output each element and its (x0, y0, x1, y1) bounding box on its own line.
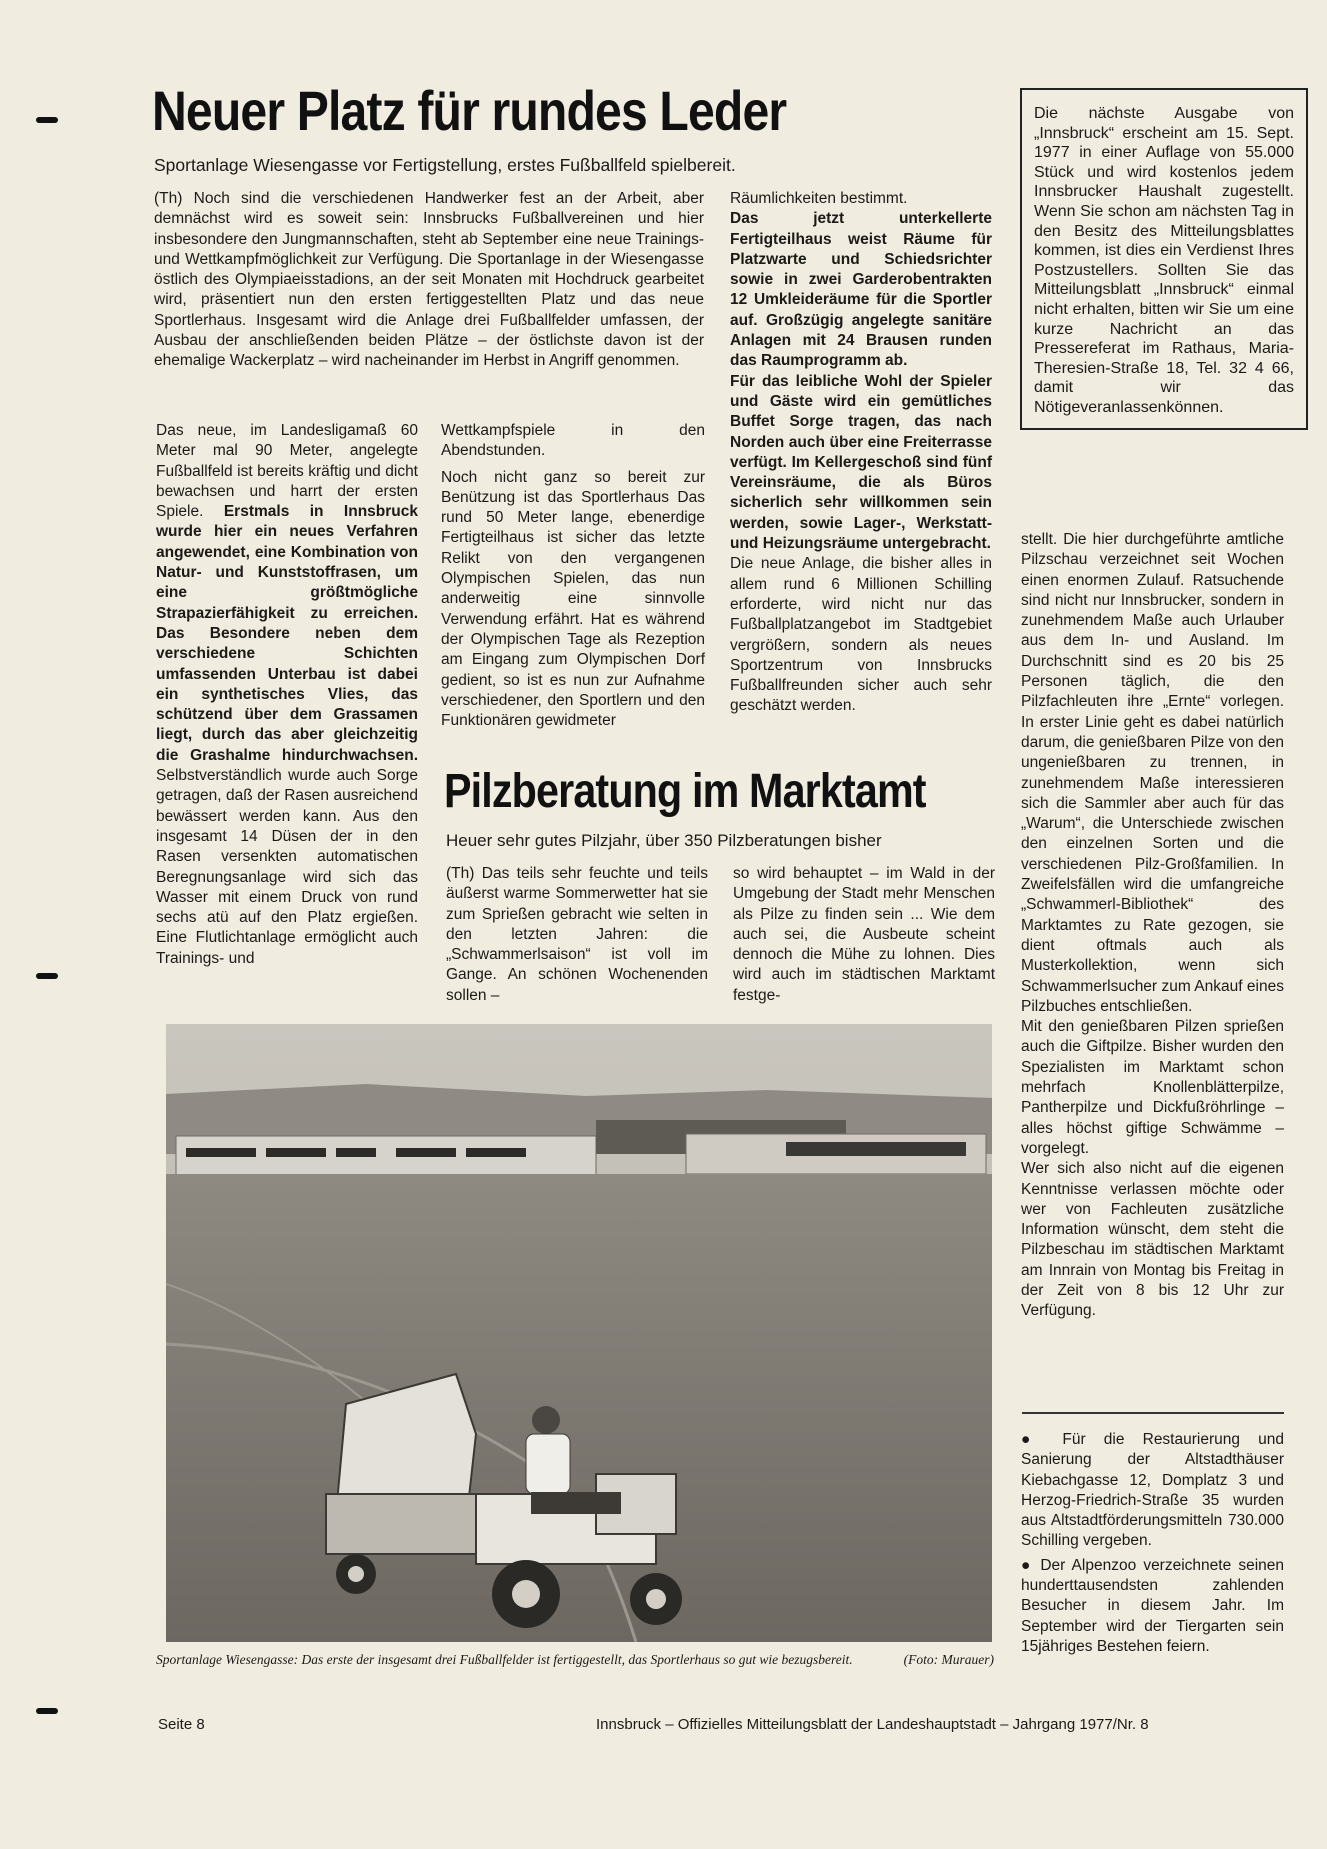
page-number: Seite 8 (158, 1716, 205, 1733)
brief-text: Der Alpenzoo verzeichnete seinen hunderttausendsten zahlenden Besucher in diesem Jahr. Im September wird der Tiergarten sein 15jähriges Bestehen feiern. (1021, 1556, 1285, 1655)
publication-line: Innsbruck – Offizielles Mitteilungsblatt der Landeshauptstadt – Jahrgang 1977/Nr. 8 (596, 1716, 1149, 1733)
article-headline: Neuer Platz für rundes Leder (152, 79, 787, 142)
brief-item: ● Der Alpenzoo verzeichnete seinen hunderttausendsten zahlenden Besucher in diesem Jahr. Im September wird der Tiergarten sein 15jähriges Bestehen feiern. (1021, 1556, 1285, 1655)
article-column-2 (441, 421, 705, 737)
paragraph-bold: Erstmals in Innsbruck wurde hier ein neues Verfahren angewendet, eine Kombination von Natur- und Kunststoffrasen, um eine größtmögliche Strapazierfähigkeit zu erreichen. Das Besondere neben dem verschiedene Schichten umfassenden Unterbau ist dabei ein synthetisches Vlies, das schützend über dem Grassamen liegt, durch das aber gleichzeitig die Grashalme hindurchwachsen. (156, 503, 418, 764)
caption-text: Sportanlage Wiesengasse: Das erste der insgesamt drei Fußballfelder ist fertiggestellt, das Sportlerhaus so gut wie bezugsbereit. (156, 1652, 853, 1667)
paragraph-bold: Das jetzt unterkellerte Fertigteilhaus weist Räume für Platzwarte und Schiedsrichter sowie in zwei Garderobentrakten 12 Umkleideräume für die Sportler auf. Großzügig angelegte sanitäre Anlagen mit 24 Brausen runden das Raumprogramm ab. (730, 210, 992, 370)
article-column (446, 864, 708, 1012)
photo-caption (156, 1652, 994, 1668)
divider (1022, 1412, 1284, 1414)
article-column-1 (156, 421, 418, 975)
margin-mark (36, 117, 58, 123)
brief-text: Für die Restaurierung und Sanierung der Altstadthäuser Kiebachgasse 12, Domplatz 3 und Herzog-Friedrich-Straße 35 wurden aus Altstadtförderungsmitteln 730.000 Schilling vergeben. (1021, 1431, 1284, 1550)
brief-item: ● Für die Restaurierung und Sanierung der Altstadthäuser Kiebachgasse 12, Domplatz 3 und Herzog-Friedrich-Straße 35 wurden aus Altstadtförderungsmitteln 730.000 Schilling vergeben. (1021, 1431, 1284, 1550)
margin-mark (36, 973, 58, 979)
paragraph: (Th) Das teils sehr feuchte und teils äußerst warme Sommerwetter hat sie zum Sprießen gebracht wie selten in den letzten Jahren: die „Schwammerlsaison“ ist voll im Gange. An schönen Wochenenden sollen – (446, 865, 708, 1004)
article-subtitle: Sportanlage Wiesengasse vor Fertigstellung, erstes Fußballfeld spielbereit. (154, 155, 736, 175)
article-column (733, 864, 995, 1012)
paragraph: Wer sich also nicht auf die eigenen Kenntnisse verlassen möchte oder wer von Fachleuten zusätzliche Information wünscht, dem steht die Pilzbeschau im städtischen Marktamt am Innrain von Montag bis Freitag in der Zeit von 8 bis 12 Uhr zur Verfügung. (1021, 1160, 1284, 1320)
paragraph: Selbstverständlich wurde auch Sorge getragen, daß der Rasen ausreichend bewässert werden kann. Aus den insgesamt 14 Düsen der in den Rasen versenkten automatischen Beregnungsanlage wird sich das Wasser mit einem Druck von rund sechs atü auf den Platz ergießen. Eine Flutlichtanlage ermöglicht auch Trainings- und (156, 767, 418, 967)
article-column-3 (730, 189, 992, 723)
paragraph: Räumlichkeiten bestimmt. (730, 190, 908, 207)
margin-mark (36, 1708, 58, 1714)
sports-ground-photo (166, 1024, 992, 1642)
next-issue-notice: Die nächste Ausgabe von „Innsbruck“ erscheint am 15. Sept. 1977 in einer Auflage von 55.000 Stück und wird kostenlos jedem Innsbrucker Haushalt zugestellt. Wenn Sie schon am nächsten Tag in den Besitz des Mitteilungsblattes kommen, ist dies ein Verdienst Ihres Postzustellers. Sollten Sie das Mitteilungsblatt „Innsbruck“ einmal nicht erhalten, bitten wir Sie um eine kurze Nachricht an das Pressereferat im Rathaus, Maria-Theresien-Straße 18, Tel. 32 4 66, damit wir das Nötigeveranlassenkönnen. (1020, 88, 1308, 430)
intro-paragraph: (Th) Noch sind die verschiedenen Handwerker fest an der Arbeit, aber demnächst wird es soweit sein: Innsbrucks Fußballvereinen und hier insbesondere den Jungmannschaften, steht ab September eine neue Trainings- und Wettkampfmöglichkeit zur Verfügung. Die Sportanlage in der Wiesengasse östlich des Olympiaeisstadions, an der seit Monaten mit Hochdruck gearbeitet wird, präsentiert nun den ersten fertiggestellten Platz und das neue Sportlerhaus. Insgesamt wird die Anlage drei Fußballfelder umfassen, der Ausbau der anschließenden beiden Plätze – der östlichste davon ist der ehemalige Wackerplatz – wird nacheinander im Herbst in Angriff genommen. (154, 190, 704, 370)
paragraph: Wettkampfspiele in den Abendstunden. (441, 422, 705, 460)
paragraph: Das neue, im Landesligamaß 60 Meter mal 90 Meter, angelegte Fußballfeld ist bereits kräftig und dicht bewachsen und harrt der ersten Spiele. (156, 422, 418, 521)
news-briefs (1021, 1430, 1284, 1663)
photo-credit: (Foto: Murauer) (903, 1652, 994, 1667)
photo-image (166, 1024, 992, 1642)
paragraph-bold: Für das leibliche Wohl der Spieler und Gäste wird ein gemütliches Buffet Sorge tragen, das nach Norden auch über eine Freiterrasse verfügt. Im Kellergeschoß sind fünf Vereinsräume, die als Büros sicherlich sehr willkommen sein werden, sowie Lager-, Werkstatt- und Heizungsräume untergebracht. (730, 372, 992, 553)
article-headline: Pilzberatung im Marktamt (444, 765, 926, 818)
article-subtitle: Heuer sehr gutes Pilzjahr, über 350 Pilzberatungen bisher (446, 831, 882, 850)
paragraph: stellt. Die hier durchgeführte amtliche Pilzschau verzeichnet seit Wochen einen enormen Zulauf. Ratsuchende sind nicht nur Innsbrucker, sondern in zunehmendem Maße auch Urlauber aus dem In- und Ausland. Im Durchschnitt sind es 20 bis 25 Personen täglich, die den Pilzfachleuten ihre „Ernte“ vorlegen. In erster Linie geht es dabei natürlich darum, die genießbaren Pilze von den ungenießbaren zu trennen, in zunehmendem Maße interessieren sich die Sammler aber auch für das „Warum“, die Unterschiede zwischen den einzelnen Sorten und die verschiedenen Pilz-Großfamilien. In Zweifelsfällen wird die umfangreiche „Schwammerl-Bibliothek“ des Marktamtes zu Rate gezogen, sie dient oftmals auch als Musterkollektion, wenn sich Schwammerlsucher zum Ankauf eines Pilzbuches entschließen. (1021, 531, 1284, 1015)
article-intro (154, 189, 704, 378)
article-column-right (1021, 530, 1284, 1322)
paragraph: so wird behauptet – im Wald in der Umgebung der Stadt mehr Menschen als Pilze zu finden sein ... Wie dem auch sei, die Ausbeute scheint dennoch die Mühe zu lohnen. Dies wird auch im städtischen Marktamt festge- (733, 865, 995, 1004)
paragraph: Die neue Anlage, die bisher alles in allem rund 6 Millionen Schilling erforderte, wird nicht nur das Fußballplatzangebot im Stadtgebiet vergrößern, sondern als neues Sportzentrum von Innsbrucks Fußballfreunden sicher auch sehr geschätzt werden. (730, 555, 992, 715)
paragraph: Noch nicht ganz so bereit zur Benützung ist das Sportlerhaus Das rund 50 Meter lange, ebenerdige Fertigteilhaus ist sicher das letzte Relikt von den vergangenen Olympischen Spielen, das nun anderweitig eine sinnvolle Verwendung erfährt. Hat es während der Olympischen Tage als Rezeption am Eingang zum Olympischen Dorf gedient, so ist es nun zur Aufnahme verschiedener, den Sportlern und den Funktionären gewidmeter (441, 468, 705, 730)
paragraph: Mit den genießbaren Pilzen sprießen auch die Giftpilze. Bisher wurden den Spezialisten im Marktamt schon mehrfach Knollenblätterpilze, Pantherpilze und Dickfußröhrlinge – alles höchst giftige Schwämme – vorgelegt. (1021, 1018, 1284, 1157)
